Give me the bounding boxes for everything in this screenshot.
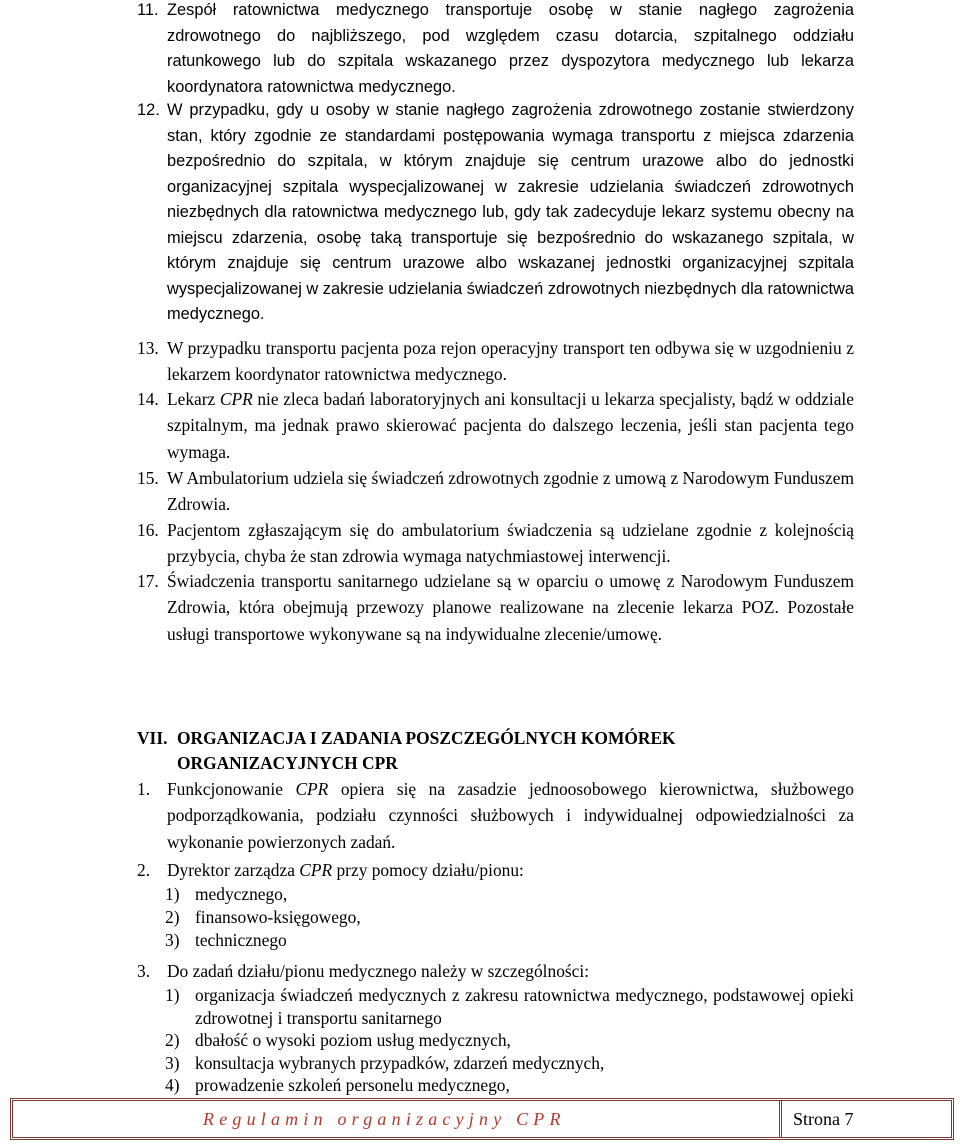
item-number: 15.	[137, 468, 159, 488]
item-number: 13.	[137, 338, 159, 358]
sub-list-item: 3) technicznego	[165, 930, 287, 950]
sub-list-item: 3) konsultacja wybranych przypadków, zdarzeń medycznych,	[165, 1053, 605, 1073]
item-text: Świadczenia transportu sanitarnego udzielane są w oparciu o umowę z Narodowym Funduszem Zdrowia, która obejmują przewozy planowe realizowane na zlecenie lekarza POZ. Pozostałe usługi transportowe wykonywane są na indywidualne zlecenie/umowę.	[167, 571, 854, 644]
section-point	[137, 776, 854, 855]
section-point	[137, 857, 854, 883]
page-footer	[10, 1098, 954, 1140]
point-number: 1.	[137, 779, 151, 799]
sub-list-item: 2) finansowo-księgowego,	[165, 907, 361, 927]
point-text: Funkcjonowanie CPR opiera się na zasadzie jednoosobowego kierownictwa, służbowego podporządkowania, podziału czynności służbowych i indywidualnej odpowiedzialności za wykonanie powierzonych zadań.	[167, 779, 854, 852]
point-number: 3.	[137, 961, 151, 981]
page-number: Strona 7	[793, 1109, 854, 1129]
sub-list-item: 4) prowadzenie szkoleń personelu medycznego,	[165, 1075, 510, 1095]
footer-title: Regulamin organizacyjny CPR	[203, 1109, 566, 1129]
list-item	[137, 568, 854, 647]
item-text: W przypadku transportu pacjenta poza rejon operacyjny transport ten odbywa się w uzgodnieniu z lekarzem koordynator ratownictwa medycznego.	[167, 338, 854, 385]
section-number: VII.	[137, 728, 168, 748]
item-text: Pacjentom zgłaszającym się do ambulatorium świadczenia są udzielane zgodnie z kolejnością przybycia, chyba że stan zdrowia wymaga natychmiastowej interwencji.	[167, 520, 854, 567]
cpr-abbrev: CPR	[219, 389, 253, 409]
list-item	[137, 335, 854, 388]
item-text: W Ambulatorium udziela się świadczeń zdrowotnych zgodnie z umową z Narodowym Funduszem Zdrowia.	[167, 468, 854, 515]
list-item	[137, 517, 854, 570]
item-number: 11.	[137, 1, 159, 19]
sub-list-item: 1) medycznego,	[165, 884, 288, 904]
point-text: Dyrektor zarządza CPR przy pomocy działu/pionu:	[167, 860, 524, 880]
sub-list-item: 2) dbałość o wysoki poziom usług medycznych,	[165, 1030, 511, 1050]
point-number: 2.	[137, 860, 151, 880]
footer-title-cell	[13, 1101, 782, 1137]
section-title-line1: ORGANIZACJA I ZADANIA POSZCZEGÓLNYCH KOMÓREK	[177, 728, 676, 748]
item-number: 14.	[137, 389, 159, 409]
item-number: 12.	[137, 101, 160, 119]
item-text: W przypadku, gdy u osoby w stanie nagłego zagrożenia zdrowotnego zostanie stwierdzony stan, który zgodnie ze standardami postępowania wymaga transportu z miejsca zdarzenia bezpośrednio do szpitala, w którym znajduje się centrum urazowe albo do jednostki organizacyjnej szpitala wyspecjalizowanej w zakresie udzielania świadczeń zdrowotnych niezbędnych dla ratownictwa medycznego lub, gdy tak zadecyduje lekarz systemu obecny na miejscu zdarzenia, osobę taką transportuje się bezpośrednio do wskazanego szpitala, w którym znajduje się centrum urazowe albo wskazanej jednostki organizacyjnej szpitala wyspecjalizowanej w zakresie udzielania świadczeń zdrowotnych niezbędnych dla ratownictwa medycznego.	[167, 101, 854, 323]
item-text: Zespół ratownictwa medycznego transportuje osobę w stanie nagłego zagrożenia zdrowotnego do najbliższego, pod względem czasu dotarcia, szpitalnego oddziału ratunkowego lub do szpitala wskazanego przez dyspozytora medycznego lub lekarza koordynatora ratownictwa medycznego.	[167, 1, 854, 96]
item-number: 17.	[137, 571, 159, 591]
list-item	[137, 386, 854, 465]
section-heading	[137, 726, 854, 776]
cpr-abbrev: CPR	[295, 779, 329, 799]
list-item	[137, 98, 854, 328]
list-item	[137, 465, 854, 518]
list-item	[137, 0, 854, 100]
item-number: 16.	[137, 520, 159, 540]
item-text: Lekarz CPR nie zleca badań laboratoryjnych ani konsultacji u lekarza specjalisty, bądź w oddziale szpitalnym, ma jednak prawo skierować pacjenta do dalszego leczenia, jeśli stan pacjenta tego wymaga.	[167, 389, 854, 462]
section-title-line2: ORGANIZACYJNYCH CPR	[177, 753, 398, 773]
section-point	[137, 958, 854, 984]
cpr-abbrev: CPR	[299, 860, 333, 880]
sub-list-item: 1) organizacja świadczeń medycznych z zakresu ratownictwa medycznego, podstawowej opieki zdrowotnej i transportu sanitarnego	[165, 985, 854, 1028]
point-text: Do zadań działu/pionu medycznego należy w szczególności:	[167, 961, 590, 981]
